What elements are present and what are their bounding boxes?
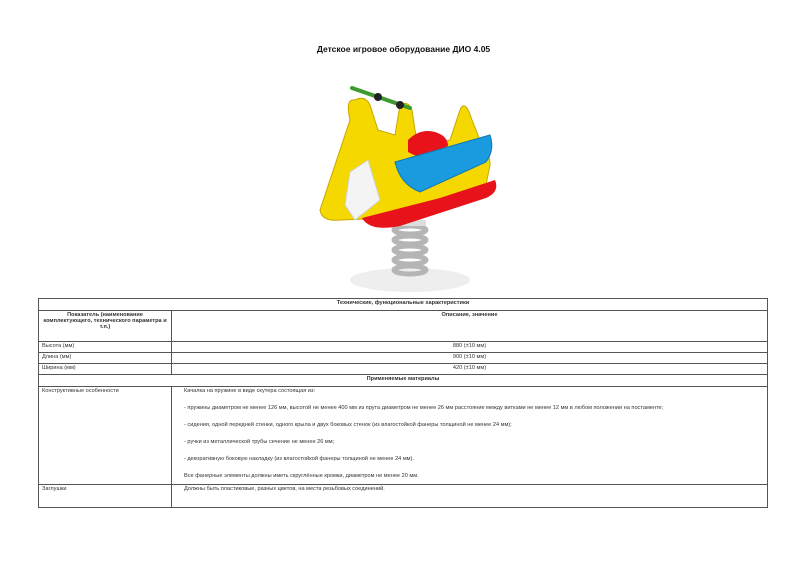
construction-line: - пружины диаметром не менее 126 мм, высотой не менее 400 мм из прута диаметром не менее 26 мм расстояние между витками не менее 12 мм в любом положении на постаменте; — [184, 404, 664, 411]
dimension-value: 900 (±10 мм) — [172, 353, 768, 364]
section-materials-header: Применяемые материалы — [39, 375, 768, 387]
table-row — [39, 387, 768, 485]
construction-description — [172, 387, 768, 485]
construction-line: Качалка на пружине в виде скутера состоящая из: — [184, 388, 316, 394]
dimension-value: 420 (±10 мм) — [172, 364, 768, 375]
construction-line: Все фанерные элементы должны иметь скруглённые кромки, диаметром не менее 20 мм. — [184, 472, 419, 479]
spring-illustration — [394, 226, 426, 274]
column-header-value: Описание, значение — [172, 311, 768, 342]
dimension-name: Длина (мм) — [39, 353, 172, 364]
construction-line: - декоративную боковую накладку (из влагостойкой фанеры толщиной не менее 24 мм). — [184, 455, 414, 462]
document-title: Детское игровое оборудование ДИО 4.05 — [316, 44, 491, 54]
dimension-name: Высота (мм) — [39, 342, 172, 353]
plugs-value: Должны быть пластиковые, разных цветов, на места резьбовых соединений. — [172, 484, 768, 507]
table-row — [39, 364, 768, 375]
specification-table — [38, 298, 768, 508]
table-row — [39, 484, 768, 507]
plugs-name: Заглушки — [39, 484, 172, 507]
construction-line: - сидения, одной передней стенки, одного крыла и двух боковых стенок (из влагостойкой фанеры толщиной не менее 24 мм); — [184, 421, 512, 428]
dimension-value: 880 (±10 мм) — [172, 342, 768, 353]
dimension-name: Ширина (мм) — [39, 364, 172, 375]
spring-rocker-scooter-image — [300, 80, 510, 298]
section-tech-header: Технические, функциональные характеристики — [39, 299, 768, 311]
construction-name: Конструктивные особенности — [39, 387, 172, 485]
table-row — [39, 353, 768, 364]
construction-line: - ручки из металлической трубы сечение не менее 26 мм; — [184, 438, 335, 445]
table-row — [39, 342, 768, 353]
column-header-parameter: Показатель (наименование комплектующего, технического параметра и т.п.) — [39, 311, 172, 342]
